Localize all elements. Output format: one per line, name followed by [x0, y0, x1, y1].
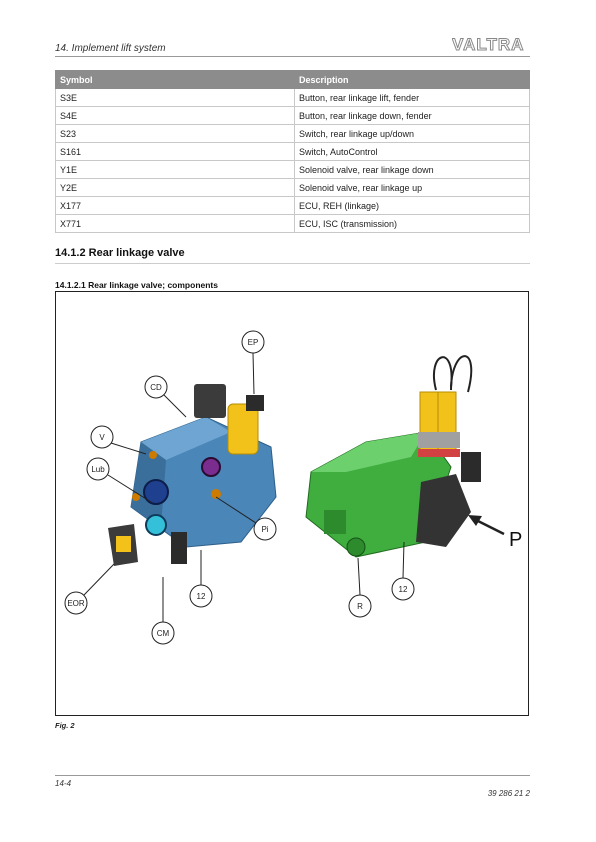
header-rule: [55, 56, 530, 57]
callout-p: [468, 515, 522, 551]
description-cell: Switch, AutoControl: [295, 143, 530, 161]
symbol-cell: S3E: [56, 89, 295, 107]
callout-ep: [242, 331, 264, 394]
symbol-table: [55, 70, 530, 233]
valtra-logo: [452, 35, 532, 58]
header-title: 14. Implement lift system: [55, 43, 166, 54]
callout-cm: [152, 577, 174, 644]
figure-caption: Fig. 2: [55, 721, 75, 730]
callout-r: [349, 558, 371, 617]
description-cell: ECU, ISC (transmission): [295, 215, 530, 233]
footer-rule: [55, 775, 530, 776]
symbol-cell: S161: [56, 143, 295, 161]
valve-figure: [55, 291, 529, 716]
table-row: [56, 197, 530, 215]
callout-cd: [145, 376, 186, 417]
section-rule: [55, 263, 530, 264]
document-number: 39 286 21 2: [487, 789, 530, 798]
green-valve-illustration: [306, 356, 481, 557]
table-row: [56, 89, 530, 107]
section-heading: 14.1.2 Rear linkage valve: [55, 247, 185, 259]
callout-12-left: [190, 550, 212, 607]
symbol-cell: S4E: [56, 107, 295, 125]
table-row: [56, 107, 530, 125]
table-row: [56, 125, 530, 143]
symbol-cell: Y1E: [56, 161, 295, 179]
description-cell: Solenoid valve, rear linkage down: [295, 161, 530, 179]
table-header-row: [56, 71, 530, 89]
table-row: [56, 179, 530, 197]
svg-text:Lub: Lub: [91, 465, 105, 474]
svg-text:12: 12: [196, 592, 206, 601]
table-row: [56, 143, 530, 161]
description-cell: Switch, rear linkage up/down: [295, 125, 530, 143]
symbol-cell: S23: [56, 125, 295, 143]
callout-eor: [65, 564, 114, 614]
svg-text:12: 12: [398, 585, 408, 594]
svg-text:V: V: [99, 433, 105, 442]
svg-text:R: R: [357, 602, 363, 611]
svg-text:VALTRA: VALTRA: [452, 35, 525, 53]
description-cell: ECU, REH (linkage): [295, 197, 530, 215]
svg-text:P: P: [509, 529, 523, 551]
column-header-symbol: Symbol: [56, 71, 295, 89]
symbol-cell: X177: [56, 197, 295, 215]
symbol-cell: X771: [56, 215, 295, 233]
callout-12-right: [392, 542, 414, 600]
blue-valve-illustration: [108, 384, 276, 566]
page-number: 14-4: [55, 779, 72, 788]
svg-text:CD: CD: [150, 383, 162, 392]
subsection-heading: 14.1.2.1 Rear linkage valve; components: [55, 280, 218, 290]
column-header-description: Description: [295, 71, 530, 89]
svg-text:EOR: EOR: [67, 599, 85, 608]
table-row: [56, 161, 530, 179]
table-row: [56, 215, 530, 233]
svg-text:EP: EP: [247, 338, 259, 347]
svg-text:CM: CM: [156, 629, 170, 638]
svg-text:Pi: Pi: [261, 525, 269, 534]
symbol-cell: Y2E: [56, 179, 295, 197]
callout-v: [91, 426, 146, 454]
description-cell: Button, rear linkage down, fender: [295, 107, 530, 125]
description-cell: Button, rear linkage lift, fender: [295, 89, 530, 107]
description-cell: Solenoid valve, rear linkage up: [295, 179, 530, 197]
